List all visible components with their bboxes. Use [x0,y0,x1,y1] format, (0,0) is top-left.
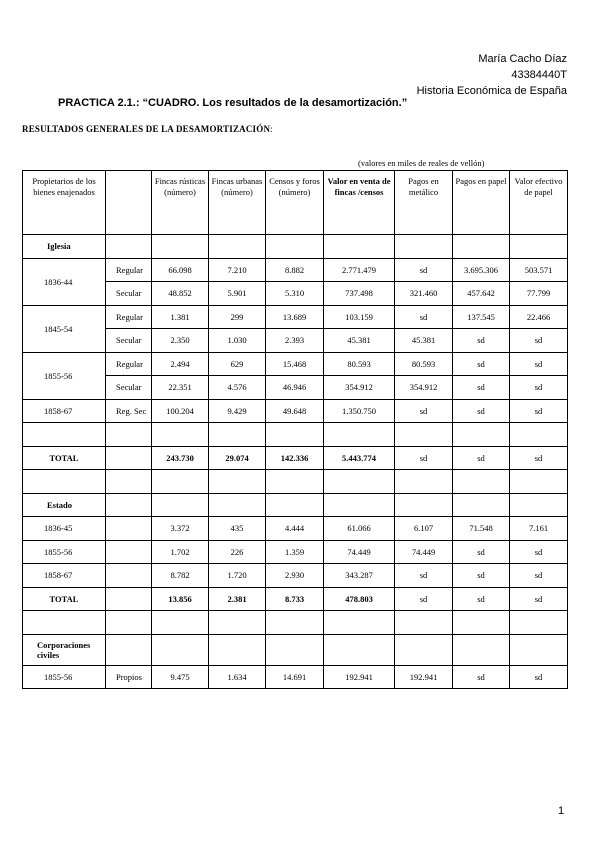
value-cell: sd [453,564,510,588]
header-metalico: Pagos en metálico [395,171,453,235]
empty-cell [453,493,510,517]
value-cell: 66.098 [152,258,209,282]
value-cell: 80.593 [395,352,453,376]
total-value: 2.381 [209,587,266,611]
empty-cell [106,493,152,517]
total-value: sd [395,587,453,611]
empty-row [23,611,568,635]
value-cell: 14.691 [266,665,324,689]
empty-cell [106,634,152,665]
empty-cell [106,564,152,588]
value-cell: sd [395,305,453,329]
value-cell: 22.466 [510,305,568,329]
type-cell: Regular [106,305,152,329]
results-table [22,170,568,689]
empty-cell [453,611,510,635]
empty-cell [453,423,510,447]
table-row [23,540,568,564]
total-row [23,446,568,470]
empty-cell [395,493,453,517]
value-cell: 8.782 [152,564,209,588]
empty-cell [453,470,510,494]
value-cell: 7.161 [510,517,568,541]
empty-cell [266,235,324,259]
value-cell: 100.204 [152,399,209,423]
empty-cell [324,470,395,494]
total-value: 243.730 [152,446,209,470]
total-value: 5.443.774 [324,446,395,470]
empty-cell [395,235,453,259]
total-value: 142.336 [266,446,324,470]
empty-cell [106,517,152,541]
value-cell: 2.930 [266,564,324,588]
value-cell: 354.912 [395,376,453,400]
section-estado: Estado [23,493,106,517]
value-cell: 5.310 [266,282,324,306]
value-cell: sd [395,399,453,423]
empty-cell [23,611,106,635]
type-cell: Reg. Sec [106,399,152,423]
value-cell: 299 [209,305,266,329]
value-cell: 61.066 [324,517,395,541]
section-subtitle-text: RESULTADOS GENERALES DE LA DESAMORTIZACIÓN [22,124,271,134]
header-rusticas: Fincas rústicas (número) [152,171,209,235]
period-cell: 1858-67 [23,564,106,588]
page-title: PRACTICA 2.1.: “CUADRO. Los resultados de la desamortización.” [58,97,408,109]
value-cell: 1.702 [152,540,209,564]
type-cell: Regular [106,352,152,376]
empty-cell [152,423,209,447]
table-row [23,517,568,541]
value-cell: 737.498 [324,282,395,306]
course-name: Historia Económica de España [416,85,567,97]
period-cell: 1855-56 [23,665,106,689]
value-cell: 192.941 [324,665,395,689]
empty-cell [266,634,324,665]
section-subtitle [22,124,273,134]
value-cell: sd [395,258,453,282]
value-cell: sd [510,399,568,423]
value-cell: sd [510,540,568,564]
empty-cell [266,470,324,494]
empty-cell [395,423,453,447]
value-cell: 15.468 [266,352,324,376]
value-cell: 192.941 [395,665,453,689]
value-cell: 321.460 [395,282,453,306]
empty-cell [453,235,510,259]
value-cell: 103.159 [324,305,395,329]
empty-cell [209,423,266,447]
value-cell: 137.545 [453,305,510,329]
value-cell: 5.901 [209,282,266,306]
value-cell: 9.429 [209,399,266,423]
total-value: sd [453,446,510,470]
value-cell: 354.912 [324,376,395,400]
value-cell: 45.381 [324,329,395,353]
empty-cell [510,235,568,259]
total-value: 8.733 [266,587,324,611]
empty-cell [152,634,209,665]
empty-cell [324,493,395,517]
empty-cell [266,493,324,517]
section-row [23,493,568,517]
value-cell: 1.350.750 [324,399,395,423]
empty-cell [209,235,266,259]
value-cell: 2.494 [152,352,209,376]
type-cell: Secular [106,376,152,400]
value-cell: 1.359 [266,540,324,564]
period-cell: 1858-67 [23,399,106,423]
table-row [23,564,568,588]
value-cell: 457.642 [453,282,510,306]
type-cell: Propios [106,665,152,689]
total-label: TOTAL [23,587,106,611]
empty-cell [23,470,106,494]
value-cell: 2.350 [152,329,209,353]
empty-cell [395,470,453,494]
empty-cell [106,611,152,635]
empty-row [23,470,568,494]
page-number: 1 [558,805,565,817]
value-cell: 226 [209,540,266,564]
value-cell: sd [395,564,453,588]
value-cell: sd [453,376,510,400]
empty-cell [152,235,209,259]
empty-cell [106,235,152,259]
empty-cell [266,611,324,635]
value-cell: 3.372 [152,517,209,541]
value-cell: 48.852 [152,282,209,306]
value-cell: 77.799 [510,282,568,306]
period-cell: 1836-45 [23,517,106,541]
value-cell: sd [453,352,510,376]
value-cell: sd [453,665,510,689]
value-cell: sd [453,329,510,353]
total-value: sd [510,587,568,611]
header-owners: Propietarios de los bienes enajenados [23,171,106,235]
empty-cell [23,423,106,447]
total-label: TOTAL [23,446,106,470]
value-cell: 503.571 [510,258,568,282]
section-iglesia: Iglesia [23,235,106,259]
value-cell: 9.475 [152,665,209,689]
empty-cell [152,493,209,517]
table-row [23,258,568,282]
total-value: 478.803 [324,587,395,611]
empty-cell [209,611,266,635]
value-cell: 1.720 [209,564,266,588]
empty-cell [209,634,266,665]
empty-cell [106,423,152,447]
value-cell: 1.030 [209,329,266,353]
empty-cell [324,235,395,259]
empty-cell [395,634,453,665]
student-id: 43384440T [511,69,567,81]
value-cell: 80.593 [324,352,395,376]
type-cell: Secular [106,329,152,353]
total-value: 29.074 [209,446,266,470]
header-papel: Pagos en papel [453,171,510,235]
value-cell: 74.449 [395,540,453,564]
empty-cell [106,540,152,564]
value-cell: 4.444 [266,517,324,541]
header-censos: Censos y foros (número) [266,171,324,235]
value-cell: sd [510,665,568,689]
value-cell: sd [510,564,568,588]
value-cell: 2.393 [266,329,324,353]
value-cell: 435 [209,517,266,541]
value-cell: 7.210 [209,258,266,282]
value-cell: 1.381 [152,305,209,329]
value-cell: 4.576 [209,376,266,400]
type-cell: Regular [106,258,152,282]
value-cell: 71.548 [453,517,510,541]
period-cell: 1836-44 [23,258,106,305]
type-cell: Secular [106,282,152,306]
empty-cell [209,470,266,494]
empty-cell [106,470,152,494]
empty-cell [209,493,266,517]
section-subtitle-colon: : [270,124,273,134]
empty-cell [324,611,395,635]
total-value: sd [453,587,510,611]
header-valor-venta: Valor en venta de fincas /censos [324,171,395,235]
value-cell: 49.648 [266,399,324,423]
empty-cell [324,634,395,665]
value-cell: sd [510,329,568,353]
table-row [23,352,568,376]
value-cell: 46.946 [266,376,324,400]
value-cell: 2.771.479 [324,258,395,282]
section-row [23,634,568,665]
empty-cell [510,611,568,635]
header-urbanas: Fincas urbanas (número) [209,171,266,235]
empty-cell [510,493,568,517]
value-cell: 74.449 [324,540,395,564]
value-cell: 45.381 [395,329,453,353]
value-cell: 343.287 [324,564,395,588]
total-value: 13.856 [152,587,209,611]
value-cell: 6.107 [395,517,453,541]
total-row [23,587,568,611]
empty-cell [510,470,568,494]
table-row [23,665,568,689]
value-cell: sd [453,540,510,564]
period-cell: 1845-54 [23,305,106,352]
section-corporaciones: Corporaciones civiles [23,634,106,665]
empty-cell [266,423,324,447]
value-cell: sd [510,352,568,376]
total-value: sd [510,446,568,470]
header-efectivo: Valor efectivo de papel [510,171,568,235]
empty-cell [106,446,152,470]
value-cell: 13.689 [266,305,324,329]
period-cell: 1855-56 [23,540,106,564]
value-cell: 1.634 [209,665,266,689]
empty-row [23,423,568,447]
empty-cell [324,423,395,447]
value-cell: sd [510,376,568,400]
table-header-row [23,171,568,235]
table-row [23,305,568,329]
value-cell: 8.882 [266,258,324,282]
table-row [23,399,568,423]
header-type [106,171,152,235]
empty-cell [510,423,568,447]
units-note: (valores en miles de reales de vellón) [358,158,485,168]
empty-cell [510,634,568,665]
section-row [23,235,568,259]
empty-cell [152,470,209,494]
empty-cell [453,634,510,665]
author-name: María Cacho Díaz [478,53,567,65]
value-cell: sd [453,399,510,423]
empty-cell [395,611,453,635]
empty-cell [152,611,209,635]
empty-cell [106,587,152,611]
value-cell: 629 [209,352,266,376]
period-cell: 1855-56 [23,352,106,399]
value-cell: 3.695.306 [453,258,510,282]
value-cell: 22.351 [152,376,209,400]
total-value: sd [395,446,453,470]
